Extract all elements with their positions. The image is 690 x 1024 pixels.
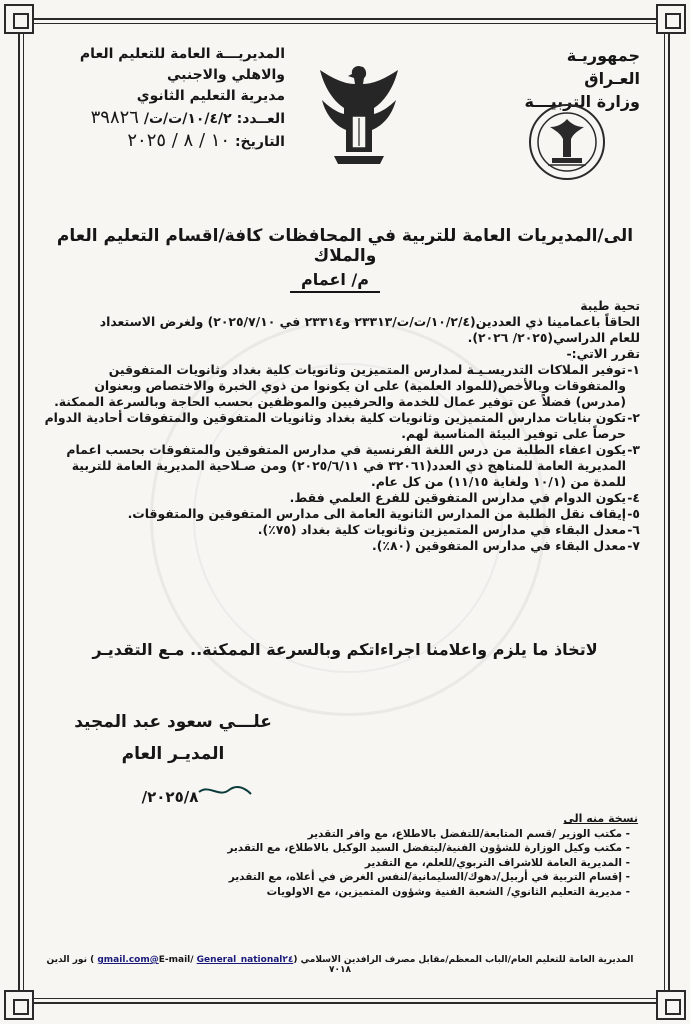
- closing-line: لاتخاذ ما يلزم واعلامنا اجراءاتكم وبالسرعة الممكنة.. مـع التقديـر: [92, 640, 598, 659]
- decision-item: [40, 410, 640, 442]
- directorate-line-3: مديرية التعليم الثانوي: [136, 88, 285, 104]
- footer-initials: ) نور الدين ٧٠١٨: [46, 955, 351, 975]
- decision-item: [40, 362, 640, 410]
- decision-item: [40, 522, 640, 538]
- decision-item-number: ٥-: [627, 506, 640, 521]
- decision-item-text: تكون بنايات مدارس المتميزين وثانويات كلية بغداد وثانويات المتفوقين والمتفوقات أحادية الدوام حرصاً على توفير البيئة المناسبة لهم.: [44, 410, 626, 441]
- reference-label: العــدد: ١٠/٤/٢/ت/ت/: [143, 111, 285, 127]
- decision-item-number: ١-: [627, 362, 640, 377]
- iraq-eagle-emblem-icon: [314, 60, 404, 170]
- decided-heading: تقرر الاتي:-: [566, 346, 640, 361]
- footer-address-text: المديرية العامة للتعليم العام/الباب المعظم/مقابل مصرف الرافدين الاسلامي: [300, 955, 634, 965]
- reference-handwritten: ٣٩٨٢٦: [90, 107, 139, 128]
- corner-ornament-icon: [656, 990, 686, 1020]
- copy-recipient: - إقسام التربية في أربيل/دهوك/السليمانية/لنفس الغرض في أعلاه، مع التقدير: [228, 871, 630, 884]
- copy-recipient: - المديرية العامة للاشراف التربوي/للعلم، مع التقدير: [364, 856, 630, 869]
- decision-item-text: يكون الدوام في مدارس المتفوقين للفرع العلمي فقط.: [289, 490, 626, 505]
- signature-date: ٢٠٢٥/٨/: [141, 788, 199, 806]
- decision-item-text: معدل البقاء في مدارس المتميزين وثانويات كلية بغداد (٧٥٪).: [257, 522, 626, 537]
- corner-ornament-icon: [4, 990, 34, 1020]
- directorate-line-2: والاهلي والاجنبي: [167, 67, 285, 83]
- date-label: التاريخ:: [234, 134, 285, 150]
- copy-recipient: - مكتب الوزير /قسم المتابعة/للتفضل بالاطلاع، مع وافر التقدير: [307, 827, 630, 840]
- decision-item: [40, 506, 640, 522]
- decision-item-number: ٢-: [627, 410, 640, 425]
- letter-date: [45, 130, 285, 153]
- copies-heading: نسخة منه الى: [563, 812, 638, 825]
- greeting: تحية طيبة: [580, 298, 640, 313]
- reference-number: [45, 107, 285, 130]
- header-directorate-block: [45, 44, 285, 153]
- decision-item-text: يكون اعفاء الطلبة من درس اللغة الفرنسية في مدارس المتفوقين والمتفوقات بحسب اعمام المديرية العامة للمناهج ذي العدد(٣٢٠٦١ في ٢٠٢٥/٦/١١) ومن صـلاحية المديرية العامة للتربية للمدة من (١٠/١ ولغاية ١١/١٥) من كل عام.: [66, 442, 626, 489]
- decision-item-number: ٦-: [627, 522, 640, 537]
- intro-line-1: الحاقاً باعمامينا ذي العددين(١٠/٢/٤/ت/ت/٢٣٣١٣ و٢٣٣١٤ في ٢٠٢٥/٧/١٠) ولغرض الاستعداد: [99, 314, 640, 329]
- decision-item-text: معدل البقاء في مدارس المتفوقين (٨٠٪).: [372, 538, 626, 553]
- signatory-name: علـــي سعود عبد المجيد: [74, 712, 272, 732]
- decision-item: [40, 538, 640, 554]
- country-name: جمهوريـة العـراق: [566, 46, 640, 88]
- copies-to-block: [40, 812, 638, 900]
- decision-item-number: ٣-: [627, 442, 640, 457]
- ministry-seal-icon: [528, 103, 606, 181]
- corner-ornament-icon: [4, 4, 34, 34]
- footer-email-label: (E-mail/: [158, 955, 298, 965]
- footer-address: [40, 955, 640, 975]
- signature-stroke-icon: [195, 780, 255, 800]
- footer-email-link[interactable]: General_national٢٤@gmail.com: [97, 955, 294, 965]
- date-handwritten: ١٠ / ٨ / ٢٠٢٥: [127, 130, 231, 151]
- letter-subject: م/ اعمام: [290, 270, 380, 293]
- decision-item-text: توفير الملاكات التدريسـيـة لمدارس المتميزين وثانويات كلية بغداد وثانويات المتفوقين والمتفوقات وبالأخص(للمواد العلمية) على ان يكونوا من ذوي الخبرة والاختصاص وبعنوان (مدرس) فضلاً عن توفير عمال للخدمة والحرفيين والموظفين بحسب الحاجة وبالسرعة الممكنة.: [54, 362, 626, 409]
- intro-line-2: للعام الدراسي(٢٠٢٥/ ٢٠٢٦).: [467, 330, 640, 345]
- directorate-line-1: المديريـــة العامة للتعليم العام: [79, 46, 285, 62]
- ministry-name: وزارة التربيـــة: [524, 92, 640, 111]
- copy-recipient: - مديرية التعليم الثانوي/ الشعبة الفنية وشؤون المتميزين، مع الاولويات: [266, 885, 630, 898]
- corner-ornament-icon: [656, 4, 686, 34]
- decision-item-text: إيقاف نقل الطلبة من المدارس الثانوية العامة الى مدارس المتفوقين والمتفوقات.: [127, 506, 626, 521]
- decision-item: [40, 442, 640, 490]
- copy-recipient: - مكتب وكيل الوزارة للشؤون الفنية/ليتفضل السيد الوكيل بالاطلاع، مع التقدير: [227, 842, 630, 855]
- decision-item-number: ٧-: [627, 538, 640, 553]
- decision-item-number: ٤-: [627, 490, 640, 505]
- signatory-title: المديـر العام: [121, 744, 225, 764]
- addressee-title: الى/المديريات العامة للتربية في المحافظات كافة/اقسام التعليم العام والملاك: [56, 226, 634, 266]
- decision-item: [40, 490, 640, 506]
- letter-body: [40, 298, 640, 554]
